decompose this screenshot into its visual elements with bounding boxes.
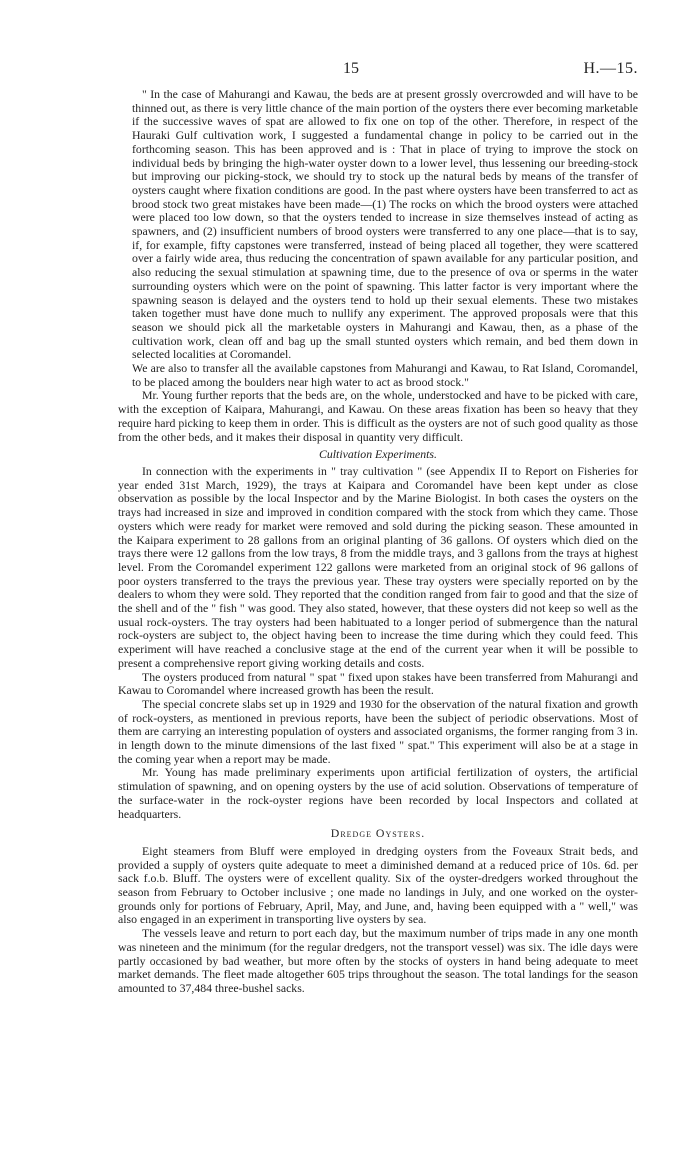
quoted-report	[118, 88, 638, 389]
quote-paragraph-2: We are also to transfer all the available capstones from Mahurangi and Kawau, to Rat Island, Coromandel, to be placed among the boulders near high water to act as brood stock."	[132, 361, 638, 389]
tray-paragraph: In connection with the experiments in " tray cultivation " (see Appendix II to Report on Fisheries for year ended 31st March, 1929), the trays at Kaipara and Coromandel have been kept under as close observation as possible by the local Inspector and by the Marine Biologist. In both cases the oysters on the trays had increased in size and improved in condition compared with the stock from which they came. Those oysters which were ready for market were removed and sold during the picking season. These amounted in the Kaipara experiment to 28 gallons from an original planting of 36 gallons. Of oysters which died on the trays there were 12 gallons from the low trays, 8 from the middle trays, and 3 gallons from the trays at highest level. From the Coromandel experiment 122 gallons were marketed from an original stock of 96 gallons of poor oysters transferred to the trays the previous year. These tray oysters were specially reported on by the dealers to whom they were sold. They reported that the condition ranged from fair to good and that the size of the shell and of the " fish " was good. They also stated, however, that these oysters did not keep so well as the usual rock-oysters. The tray oysters had been habituated to a longer period of submergence than the natural rock-oysters are subject to, the object having been to increase the time during which they could feed. This experiment will have reached a conclusive stage at the end of the current year when it will be possible to present a comprehensive report giving working details and costs.	[118, 463, 638, 670]
page-header	[118, 60, 638, 88]
slabs-paragraph: The special concrete slabs set up in 1929 and 1930 for the observation of the natural fixation and growth of rock-oysters, as mentioned in previous reports, have been the subject of periodic observations. Most of them are carrying an interesting population of oysters and associated organisms, the former ranging from 3 in. in length down to the minute dimensions of the last fixed " spat." This experiment will also be at a stage in the coming year when a report may be made.	[118, 696, 638, 766]
document-reference: H.—15.	[583, 60, 638, 77]
quote-paragraph: " In the case of Mahurangi and Kawau, the beds are at present grossly overcrowded and will have to be thinned out, as there is very little chance of the main portion of the oysters there ever becoming marketable if the successive waves of spat are allowed to fix one on top of the other. Therefore, in respect of the Hauraki Gulf cultivation work, I suggested a fundamental change in policy to be carried out in the forthcoming season. This has been approved and is : That in place of trying to improve the stock on individual beds by bringing the high-water oyster down to a lower level, thus lessening our breeding-stock but improving our picking-stock, we should try to stock up the natural beds by means of the transfer of oysters caught where fixation conditions are good. In the past where oysters have been transferred to act as brood stock two great mistakes have been made—(1) The rocks on which the brood oysters were attached were placed too low down, so that the oysters tended to increase in size themselves instead of acting as spawners, and (2) insufficient numbers of brood oysters were transferred to any one place—that is to say, if, for example, fifty capstones were transferred, instead of being placed all together, they were scattered over a fairly wide area, thus reducing the concentration of spawn available for any particular position, and also reducing the sexual stimulation at spawning time, due to the presence of ova or sperms in the water surrounding oysters which were on the point of spawning. This latter factor is very important where the spawning season is delayed and the oysters tend to hold up their sexual elements. These two mistakes taken together must have done much to nullify any experiment. The approved proposals were that this season we should pick all the marketable oysters in Mahurangi and Kawau, then, as a phase of the cultivation work, clean off and bag up the small stunted oysters which remain, and bed them down in selected localities at Coromandel.	[132, 87, 638, 362]
body-text	[118, 88, 638, 996]
cultivation-heading: Cultivation Experiments.	[319, 447, 437, 462]
fertilization-paragraph: Mr. Young has made preliminary experiments upon artificial fertilization of oysters, the artificial stimulation of spawning, and on opening oysters by the use of acid solution. Observations of temperature of the surface-water in the rock-oyster regions have been recorded by local Inspectors and collated at headquarters.	[118, 765, 638, 821]
dredge-heading: Dredge Oysters.	[330, 826, 426, 841]
vessels-paragraph: The vessels leave and return to port each day, but the maximum number of trips made in any one month was nineteen and the minimum (for the regular dredgers, not the transport vessel) was six. The idle days were partly occasioned by bad weather, but more often by the stocks of oysters in hand being adequate to meet market demands. The fleet made altogether 605 trips throughout the season. The total landings for the season amounted to 37,484 three-bushel sacks.	[118, 926, 638, 995]
page-number: 15	[343, 60, 359, 77]
steamers-paragraph: Eight steamers from Bluff were employed in dredging oysters from the Foveaux Strait beds, and provided a supply of oysters quite adequate to meet a diminished demand at a reduced price of 10s. 6d. per sack f.o.b. Bluff. The oysters were of excellent quality. Six of the oyster-dredgers worked throughout the season from February to October inclusive ; one made no landings in July, and one worked on the oyster-grounds only for portions of February, April, May, and June, and, having been equipped with a " well," was also engaged in an experiment in transporting live oysters by sea.	[118, 843, 638, 927]
spat-paragraph: The oysters produced from natural " spat " fixed upon stakes have been transferred from Mahurangi and Kawau to Coromandel where increased growth has been the result.	[118, 669, 638, 698]
young-report-paragraph: Mr. Young further reports that the beds are, on the whole, understocked and have to be picked with care, with the exception of Kaipara, Mahurangi, and Kawau. On these areas fixation has been so heavy that they require hard picking to keep them in order. This is difficult as the oysters are not of such good quality as those from the other beds, and it makes their disposal in quantity very difficult.	[118, 388, 638, 444]
